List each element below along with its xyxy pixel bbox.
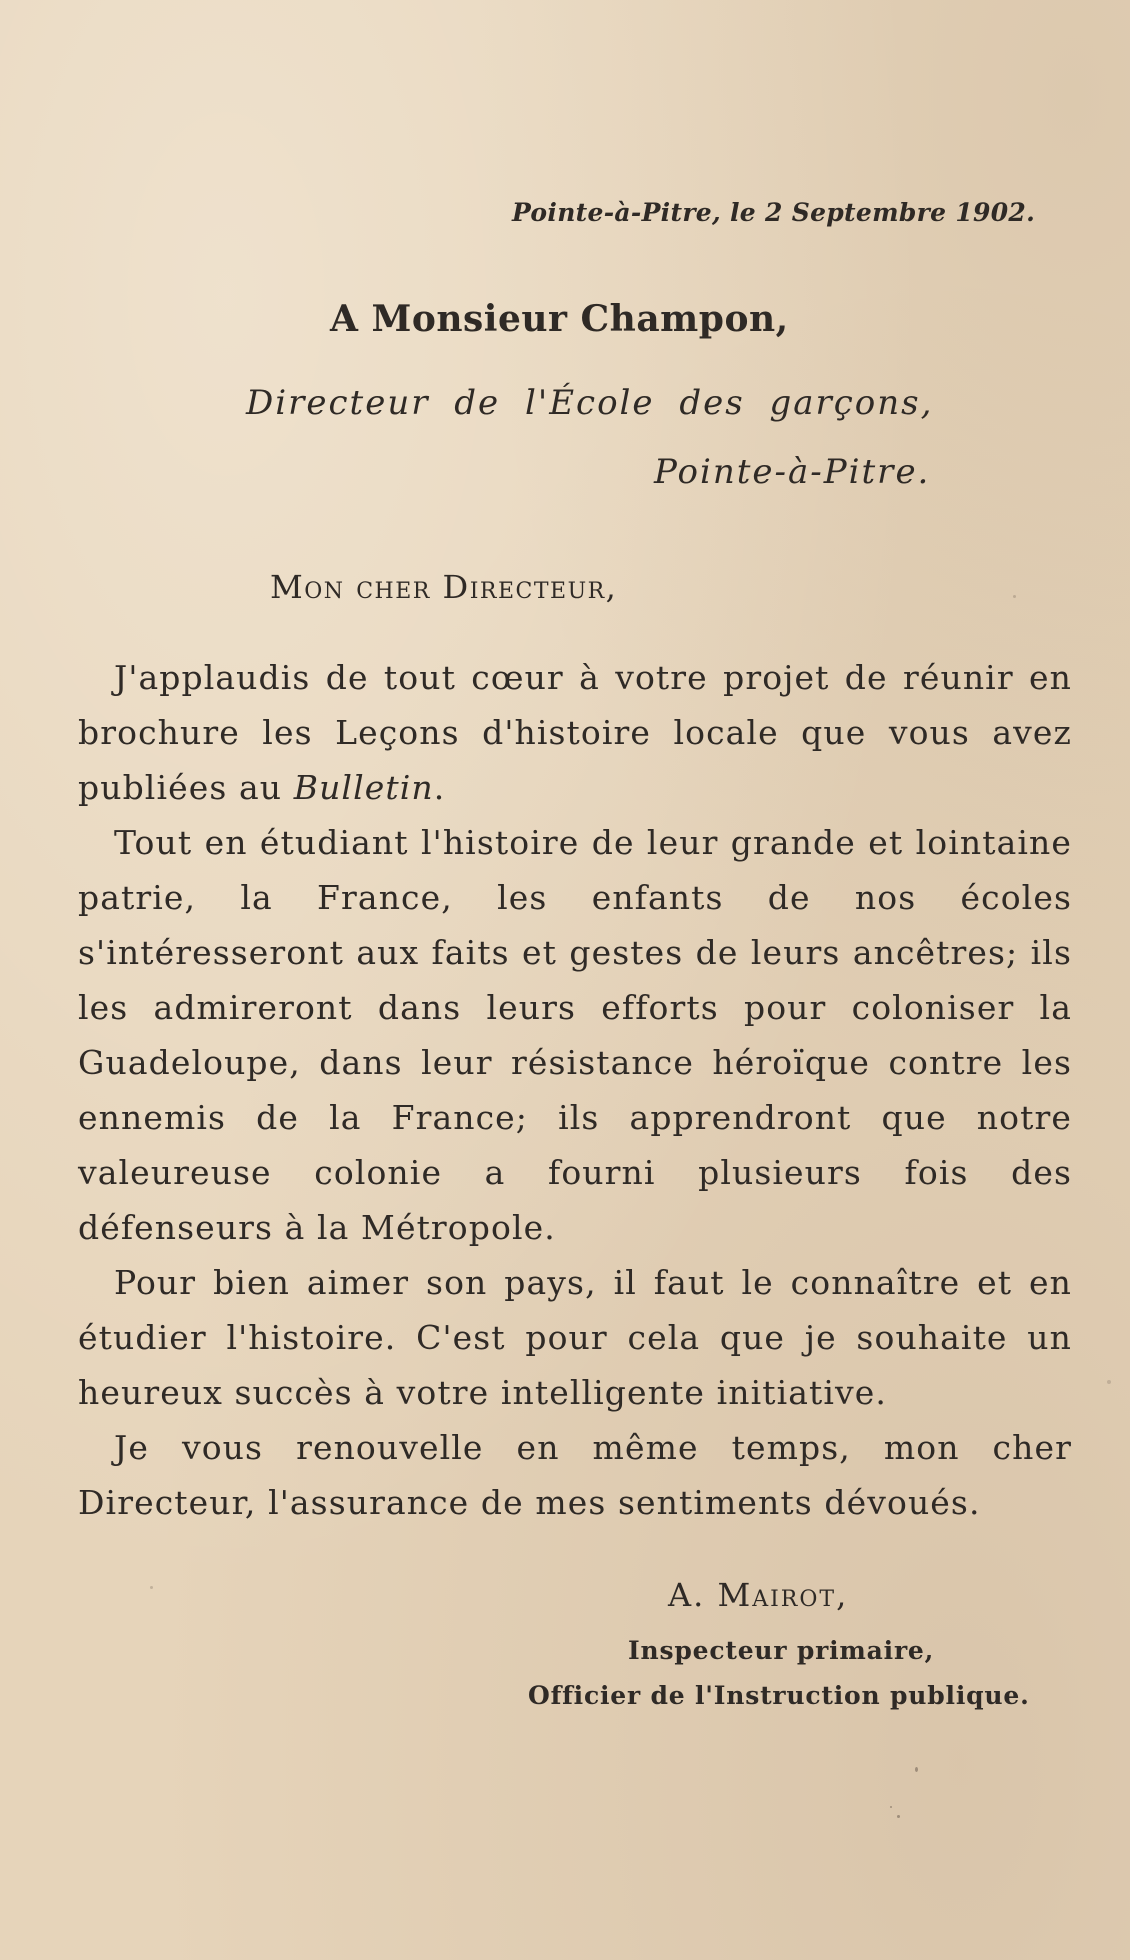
signature-honor: Officier de l'Instruction publique. xyxy=(528,1681,1030,1710)
paragraph-1-text: J'applaudis de tout cœur à votre projet de réunir en brochure les Leçons d'histoire locale que vous avez publiées au xyxy=(78,658,1072,807)
addressee: A Monsieur Champon, xyxy=(330,298,789,340)
bulletin-title: Bulletin xyxy=(293,768,434,807)
dateline: Pointe-à-Pitre, le 2 Septembre 1902. xyxy=(512,198,1036,227)
salutation: Mon cher Directeur, xyxy=(270,568,618,606)
paragraph-3: Pour bien aimer son pays, il faut le connaître et en étudier l'histoire. C'est pour cela que je souhaite un heureux succès à votre intelligente initiative. xyxy=(78,1263,1072,1412)
addressee-title: Directeur de l'École des garçons, xyxy=(246,383,934,423)
paragraph-4: Je vous renouvelle en même temps, mon cher Directeur, l'assurance de mes sentiments dévoués. xyxy=(78,1428,1072,1522)
paragraph-1 xyxy=(78,650,1072,815)
addressee-place: Pointe-à-Pitre. xyxy=(654,452,931,492)
paragraph-1-end: . xyxy=(433,768,446,807)
signature-title: Inspecteur primaire, xyxy=(628,1636,935,1665)
letter-body xyxy=(78,650,1072,1530)
signature-name: A. Mairot, xyxy=(668,1576,849,1614)
paragraph-2: Tout en étudiant l'histoire de leur grande et lointaine patrie, la France, les enfants de nos écoles s'intéresseront aux faits et gestes de leurs ancêtres; ils les admireront dans leurs efforts pour coloniser la Guadeloupe, dans leur résistance héroïque contre les ennemis de la France; ils apprendront que notre valeureuse colonie a fourni plusieurs fois des défenseurs à la Métropole. xyxy=(78,823,1072,1247)
